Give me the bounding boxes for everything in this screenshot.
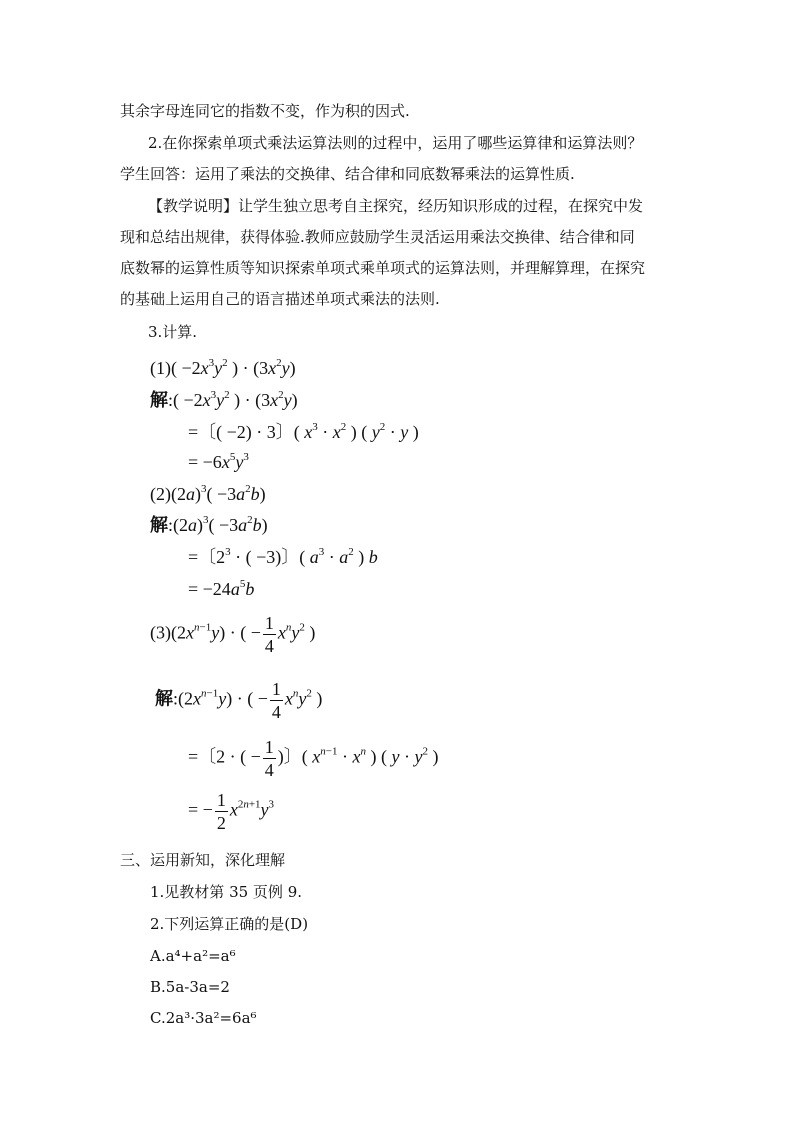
example-label: (2) [150,484,171,504]
example-1-result: = $-6x^5y^3$ [188,451,249,472]
fraction: $\frac{1}{4}$ [271,679,281,722]
list-item: 1.见教材第 35 页例 9. [150,883,303,901]
fraction: $\frac{1}{4}$ [264,613,274,656]
example-2-step: =〔$2^3$ · ( −3)〕( $a^3 \cdot a^2$ ) b [188,546,378,567]
example-1-problem: $(1)( -2x^3y^2$ ) · $(3x^2y)$ [150,357,296,378]
example-1-step: =〔( −2) · 3〕( $x^3 \cdot x^2$ ) ( $y^2 \cdot y$ ) [188,421,419,442]
option-a: A.a⁴+a²=a⁶ [150,947,236,965]
example-3-problem: $(3)(2x^{n-1}y)$ · ( − $\frac{1}{4}$ $x^ny^2$ ) [150,613,316,656]
example-3-solution-line: 解$:(2x^{n-1}y)$ · ( − $\frac{1}{4}$ $x^ny^2$ ) [155,679,323,722]
example-2-result: = $-24a^5b$ [188,578,255,599]
fraction: $\frac{1}{4}$ [264,737,274,780]
example-1-solution-line: 解:( $-2x^3y^2$ ) · $(3x^2y)$ [150,389,298,411]
section-heading: 三、运用新知，深化理解 [120,851,286,869]
teaching-note-line: 现和总结出规律，获得体验.教师应鼓励学生灵活运用乘法交换律、结合律和同 [120,228,635,246]
teaching-note-line: 【教学说明】让学生独立思考自主探究，经历知识形成的过程，在探究中发 [148,197,644,215]
solution-label: 解 [150,515,168,536]
option-c: C.2a³·3a²=6a⁶ [150,1009,257,1027]
compute-heading: 3.计算. [148,323,198,341]
example-2-solution-line: 解$:(2a)^3( -3a^2b)$ [150,514,268,536]
option-b: B.5a-3a=2 [150,978,230,996]
student-answer: 学生回答：运用了乘法的交换律、结合律和同底数幂乘法的运算性质. [120,165,575,183]
solution-label: 解 [150,390,168,411]
example-label: (3) [150,622,171,643]
example-label: (1) [150,358,171,378]
example-3-step: =〔2 · ( − $\frac{1}{4}$ )〕( $x^{n-1} \cdot x^n$ ) ( $y \cdot y^2$ ) [188,737,439,780]
question-2: 2.在你探索单项式乘法运算法则的过程中，运用了哪些运算律和运算法则？ [148,134,643,152]
paragraph-line: 其余字母连同它的指数不变，作为积的因式. [120,102,410,120]
fraction: $\frac{1}{2}$ [216,790,226,833]
example-3-result: = − $\frac{1}{2}$ $x^{2n+1}y^3$ [188,790,275,833]
teaching-note-line: 底数幂的运算性质等知识探索单项式乘单项式的运算法则，并理解算理，在探究 [120,259,646,277]
solution-label: 解 [155,688,173,710]
teaching-note-line: 的基础上运用自己的语言描述单项式乘法的法则. [120,290,440,308]
example-2-problem: $(2)(2a)^3( -3a^2b)$ [150,483,266,504]
list-item: 2.下列运算正确的是(D) [150,915,309,933]
